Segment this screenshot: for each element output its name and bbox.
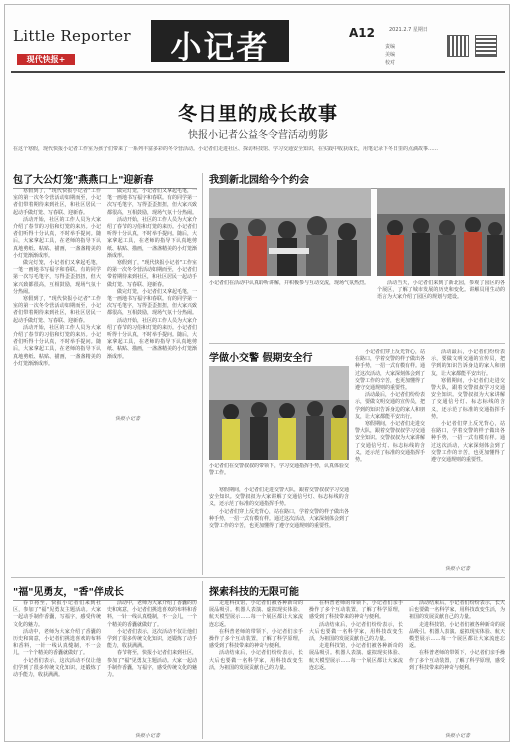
article-paragraph: 活动中，老师为大家介绍了香囊的历史和寓意，小记者们挑选喜欢的布料和香料，一针一线认真缝制，不一会儿，一个个精美的香囊就做好了。 bbox=[107, 600, 197, 628]
section-heading-fu: "福"见勇友，"香"伴成长 bbox=[13, 583, 197, 601]
article-paragraph: 春节将至，快报小记者们来到社区，参加了"福"见勇友主题活动。大家一起动手制作香囊，写福字，感受传统文化的魅力。 bbox=[107, 650, 197, 679]
traffic-photo bbox=[209, 366, 349, 460]
article-column bbox=[13, 600, 101, 738]
article-paragraph: 在科普老师的带领下，小记者们亲手操作了多个互动装置，了解了科学原理，感受到了科技带来的神奇与便利。 bbox=[409, 650, 505, 671]
article-paragraph: 小记者们穿上反光背心，站在路口，学着交警的样子做出各种手势，一招一式有模有样。通过这次活动，大家深刻体会到了交警工作的辛苦，也更加懂得了遵守交通规则的重要性。 bbox=[431, 421, 505, 464]
article-column bbox=[377, 280, 505, 338]
article-paragraph: 春节将至，快报小记者们来到社区，参加了"福"见勇友主题活动。大家一起动手制作香囊，写福字，感受传统文化的魅力。 bbox=[13, 600, 101, 628]
qr-code-icon bbox=[475, 35, 497, 57]
article-paragraph: 小记者们穿上反光背心，站在路口，学着交警的样子做出各种手势，一招一式有模有样。通过这次活动，大家深刻体会到了交警工作的辛苦，也更加懂得了遵守交通规则的重要性。 bbox=[209, 508, 349, 530]
section-title: 小记者 bbox=[170, 30, 270, 66]
column-divider bbox=[202, 173, 203, 575]
article-paragraph: 在科普老师的带领下，小记者们亲手操作了多个互动装置，了解了科学原理，感受到了科技带来的神奇与便利。 bbox=[309, 600, 403, 621]
article-column bbox=[309, 600, 403, 738]
article-paragraph: 活动结束后，小记者们纷纷表示，长大后也要做一名科学家，用科技改变生活，为祖国的发展贡献自己的力量。 bbox=[409, 600, 505, 621]
article-paragraph: 寒假到了，"现代快报小记者"工作室的第一次冬令营活动如期而至，小记者们带着期待来到社区，和社区居民一起动手做灯笼、写春联、迎新春。 bbox=[13, 188, 101, 216]
article-paragraph: 小记者们表示，这次活动不仅让他们学到了很多传统文化知识，还锻炼了动手能力，收获满满。 bbox=[13, 657, 101, 679]
article-column bbox=[209, 487, 349, 573]
article-paragraph: 活动中，老师为大家介绍了香囊的历史和寓意，小记者们挑选喜欢的布料和香料，一针一线认真缝制，不一会儿，一个个精美的香囊就做好了。 bbox=[13, 628, 101, 657]
page-number: A12 bbox=[349, 26, 375, 40]
section-heading-newsroom: 我到新北园给今个约会 bbox=[209, 171, 505, 189]
newspaper-page bbox=[4, 4, 510, 742]
article-paragraph: 走进科技馆，小记者们被各种新奇的展品吸引。机器人表演、虚拟现实体验、航天模型展示……每一个展区都让大家流连忘返。 bbox=[209, 600, 303, 628]
article-paragraph: 活动最后，小记者们纷纷表示，要做文明交通的宣传员，把学到的知识告诉身边的家人和朋友，让大家都能平安出行。 bbox=[355, 392, 425, 420]
page-subheadline: 快报小记者公益冬令营活动剪影 bbox=[188, 130, 328, 141]
article-column bbox=[355, 349, 425, 573]
editor-line: 责编 bbox=[385, 44, 396, 50]
event-photo bbox=[209, 188, 371, 276]
article-column bbox=[13, 188, 101, 426]
article-paragraph: 做完灯笼，小记者们又拿起毛笔，一笔一画地书写福字和春联。有的同学第一次写毛笔字，写得歪歪扭扭，但大家兴致都很高，互相鼓励，现场气氛十分热闹。 bbox=[107, 188, 197, 216]
article-paragraph: 活动开始，社区的工作人员为大家介绍了春节的习俗和灯笼的来历。小记者们听得十分认真，不时举手提问。随后，大家拿起工具，在老师的指导下认真地剪纸、粘贴、描画，一盏盏精美的小灯笼渐渐成形。 bbox=[13, 324, 101, 367]
article-paragraph: 寒假期间，小记者们走进交警大队，跟着交警叔叔学习交通安全知识。交警叔叔为大家讲解了交通信号灯、标志标线的含义，还示范了标准的交通指挥手势。 bbox=[355, 421, 425, 464]
section-title-box bbox=[151, 20, 289, 66]
article-paragraph: 寒假到了，"现代快报小记者"工作室的第一次冬令营活动如期而至，小记者们带着期待来到社区，和社区居民一起动手做灯笼、写春联、迎新春。 bbox=[13, 296, 101, 324]
article-column bbox=[409, 600, 505, 730]
page-headline: 冬日里的成长故事 bbox=[177, 103, 338, 125]
section-heading-traffic: 学做小交警 假期安全行 bbox=[209, 349, 349, 367]
qr-code-icon bbox=[447, 35, 469, 57]
article-paragraph: 活动结束后，小记者们纷纷表示，长大后也要做一名科学家，用科技改变生活，为祖国的发展贡献自己的力量。 bbox=[309, 621, 403, 643]
article-byline: 快报小记者 bbox=[115, 416, 141, 422]
article-paragraph: 走进科技馆，小记者们被各种新奇的展品吸引。机器人表演、虚拟现实体验、航天模型展示……每一个展区都让大家流连忘返。 bbox=[409, 621, 505, 650]
article-byline: 快报小记者 bbox=[445, 733, 471, 739]
article-paragraph: 活动开始，社区的工作人员为大家介绍了春节的习俗和灯笼的来历。小记者们听得十分认真，不时举手提问。随后，大家拿起工具，在老师的指导下认真地剪纸、粘贴、描画，一盏盏精美的小灯笼渐渐成形。 bbox=[107, 216, 197, 259]
brand-badge: 现代快报+ bbox=[17, 54, 75, 65]
crowd-photo-icon bbox=[209, 188, 371, 276]
article-byline: 快报小记者 bbox=[445, 566, 471, 572]
article-paragraph: 寒假期间，小记者们走进交警大队，跟着交警叔叔学习交通安全知识。交警叔叔为大家讲解了交通信号灯、标志标线的含义，还示范了标准的交通指挥手势。 bbox=[209, 487, 349, 508]
article-column bbox=[107, 188, 197, 426]
column-divider bbox=[202, 581, 203, 739]
article-paragraph: 做完灯笼，小记者们又拿起毛笔，一笔一画地书写福字和春联。有的同学第一次写毛笔字，写得歪歪扭扭，但大家兴致都很高，互相鼓励，现场气氛十分热闹。 bbox=[107, 288, 197, 317]
group-photo-icon bbox=[377, 188, 505, 276]
article-paragraph: 在科普老师的带领下，小记者们亲手操作了多个互动装置，了解了科学原理，感受到了科技带来的神奇与便利。 bbox=[209, 628, 303, 650]
article-column bbox=[431, 349, 505, 563]
article-paragraph: 活动开始，社区的工作人员为大家介绍了春节的习俗和灯笼的来历。小记者们听得十分认真，不时举手提问。随后，大家拿起工具，在老师的指导下认真地剪纸、粘贴、描画，一盏盏精美的小灯笼渐渐成形。 bbox=[13, 216, 101, 259]
section-divider bbox=[209, 343, 505, 344]
article-paragraph: 做完灯笼，小记者们又拿起毛笔，一笔一画地书写福字和春联。有的同学第一次写毛笔字，写得歪歪扭扭，但大家兴致都很高，互相鼓励，现场气氛十分热闹。 bbox=[13, 260, 101, 295]
section-heading-science: 探索科技的无限可能 bbox=[209, 583, 505, 601]
editor-line: 美编 bbox=[385, 52, 396, 58]
article-paragraph: 走进科技馆，小记者们被各种新奇的展品吸引。机器人表演、虚拟现实体验、航天模型展示……每一个展区都让大家流连忘返。 bbox=[309, 643, 403, 671]
editor-line: 校对 bbox=[385, 60, 396, 66]
traffic-police-photo-icon bbox=[209, 366, 349, 460]
date-line: 2021.2.7 星期日 bbox=[389, 27, 428, 33]
article-paragraph: 寒假到了，"现代快报小记者"工作室的第一次冬令营活动如期而至，小记者们带着期待来到社区，和社区居民一起动手做灯笼、写春联、迎新春。 bbox=[107, 260, 197, 288]
section-divider bbox=[11, 577, 505, 578]
article-paragraph: 活动最后，小记者们纷纷表示，要做文明交通的宣传员，把学到的知识告诉身边的家人和朋友，让大家都能平安出行。 bbox=[431, 349, 505, 377]
article-paragraph: 小记者们表示，这次活动不仅让他们学到了很多传统文化知识，还锻炼了动手能力，收获满满。 bbox=[107, 628, 197, 650]
article-paragraph: 活动当天，小记者们来到了新北园，参观了园区的各个展区，了解了城市发展的历史和变化。讲解员用生动的语言为大家介绍了园区的规划与建设。 bbox=[377, 280, 505, 301]
event-photo bbox=[377, 188, 505, 276]
article-column bbox=[209, 600, 303, 738]
article-paragraph: 小记者们穿上反光背心，站在路口，学着交警的样子做出各种手势，一招一式有模有样。通过这次活动，大家深刻体会到了交警工作的辛苦，也更加懂得了遵守交通规则的重要性。 bbox=[355, 349, 425, 392]
intro-paragraph: 在这个寒假，现代快报小记者工作室为孩子们带来了一系列丰富多彩的冬令营活动。小记者们走进社区、探访科技馆、学习交通安全知识，在实践中收获成长，用笔记录下冬日里的点滴故事…… bbox=[13, 146, 439, 152]
brand-name: Little Reporter bbox=[13, 27, 131, 45]
article-paragraph: 活动开始，社区的工作人员为大家介绍了春节的习俗和灯笼的来历。小记者们听得十分认真，不时举手提问。随后，大家拿起工具，在老师的指导下认真地剪纸、粘贴、描画，一盏盏精美的小灯笼渐渐成形。 bbox=[107, 317, 197, 360]
photo-caption: 小记者们在活动中认真聆听讲解，并积极参与互动交流，现场气氛热烈。 bbox=[209, 280, 370, 286]
section-heading-community: 包了大公灯笼"燕燕口上"迎新春 bbox=[13, 171, 197, 189]
article-byline: 快报小记者 bbox=[135, 733, 161, 739]
article-paragraph: 寒假期间，小记者们走进交警大队，跟着交警叔叔学习交通安全知识。交警叔叔为大家讲解了交通信号灯、标志标线的含义，还示范了标准的交通指挥手势。 bbox=[431, 377, 505, 420]
article-column bbox=[107, 600, 197, 732]
masthead bbox=[5, 5, 510, 73]
photo-caption: 小记者们在交警叔叔的带领下，学习交通指挥手势，认真体验交警工作。 bbox=[209, 463, 349, 476]
masthead-rule bbox=[11, 71, 505, 73]
editors-credits bbox=[385, 43, 395, 67]
article-paragraph: 活动结束后，小记者们纷纷表示，长大后也要做一名科学家，用科技改变生活，为祖国的发展贡献自己的力量。 bbox=[209, 650, 303, 671]
